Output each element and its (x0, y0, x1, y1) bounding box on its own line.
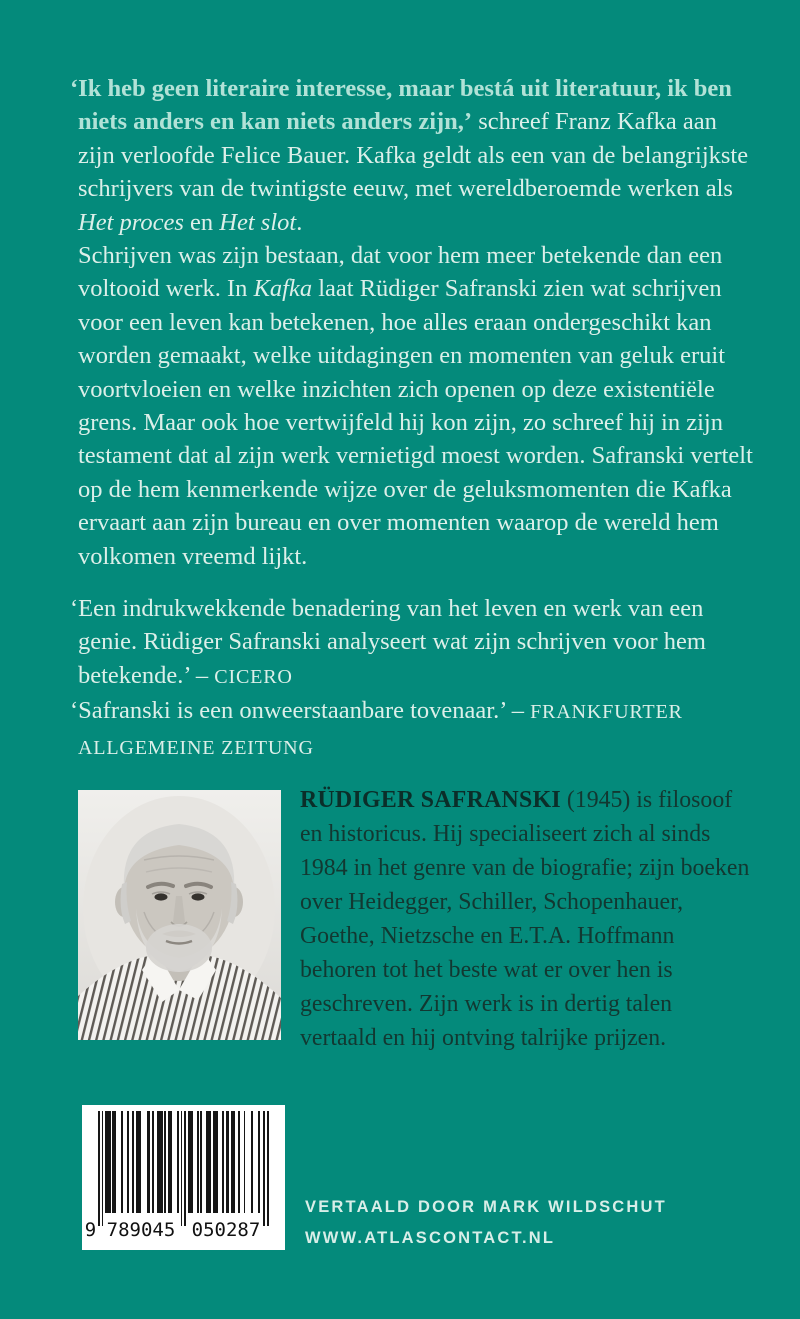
blurb-paragraph-2: Schrijven was zijn bestaan, dat voor hem meer betekende dan een voltooid werk. In Kafka laat Rüdiger Safranski zien wat schrijven voor een leven kan betekenen, hoe alles eraan ondergeschikt kan worden gemaakt, welke uitdagingen en momenten van geluk eruit voortvloeien en welke inzichten zich openen op deze existentiële grens. Maar ook hoe vertwijfeld hij kon zijn, zo schreef hij in zijn testament dat al zijn werk vernietigd moest worden. Safranski vertelt op de hem kenmerkende wijze over de geluksmomenten die Kafka ervaart aan zijn bureau en over momenten waarop de wereld hem volkomen vreemd lijkt. (78, 242, 753, 570)
author-photo (78, 790, 281, 1040)
barcode-digit-leading: 9 (83, 1215, 98, 1245)
author-section (78, 787, 754, 1055)
author-bio: RÜDIGER SAFRANSKI (1945) is filosoof en historicus. Hij specialiseert zich al sinds 1984 in het genre van de biografie; zijn boeken over Heidegger, Schiller, Schopenhauer, Goethe, Nietzsche en E.T.A. Hoffmann behoren tot het beste wat er over hen is geschreven. Zijn werk is in dertig talen vertaald en hij ontving talrijke prijzen. (300, 787, 750, 1051)
barcode-digits-group2: 050287 (190, 1215, 262, 1245)
barcode-bars (98, 1111, 269, 1226)
review-quote-cicero: ‘Een indrukwekkende benadering van het leven en werk van een genie. Rüdiger Safranski analyseert wat zijn schrijven voor hem betekende.’ – CICERO (70, 595, 706, 689)
barcode (82, 1105, 285, 1250)
blurb-paragraph-1: ‘Ik heb geen literaire interesse, maar bestá uit literatuur, ik ben niets anders en kan niets anders zijn,’ schreef Franz Kafka aan zijn verloofde Felice Bauer. Kafka geldt als een van de belangrijkste schrijvers van de twintigste eeuw, met wereldberoemde werken als Het proces en Het slot. (70, 75, 749, 236)
translator-credit: VERTAALD DOOR MARK WILDSCHUT (305, 1198, 667, 1216)
imprint (305, 1192, 667, 1254)
review-quote-faz: ‘Safranski is een onweerstaanbare tovenaar.’ – FRANKFURTER ALLGEMEINE ZEITUNG (70, 697, 683, 759)
review-quotes (70, 592, 766, 765)
blurb (70, 72, 754, 573)
barcode-digits-group1: 789045 (105, 1215, 177, 1245)
publisher-website: WWW.ATLASCONTACT.NL (305, 1229, 556, 1247)
